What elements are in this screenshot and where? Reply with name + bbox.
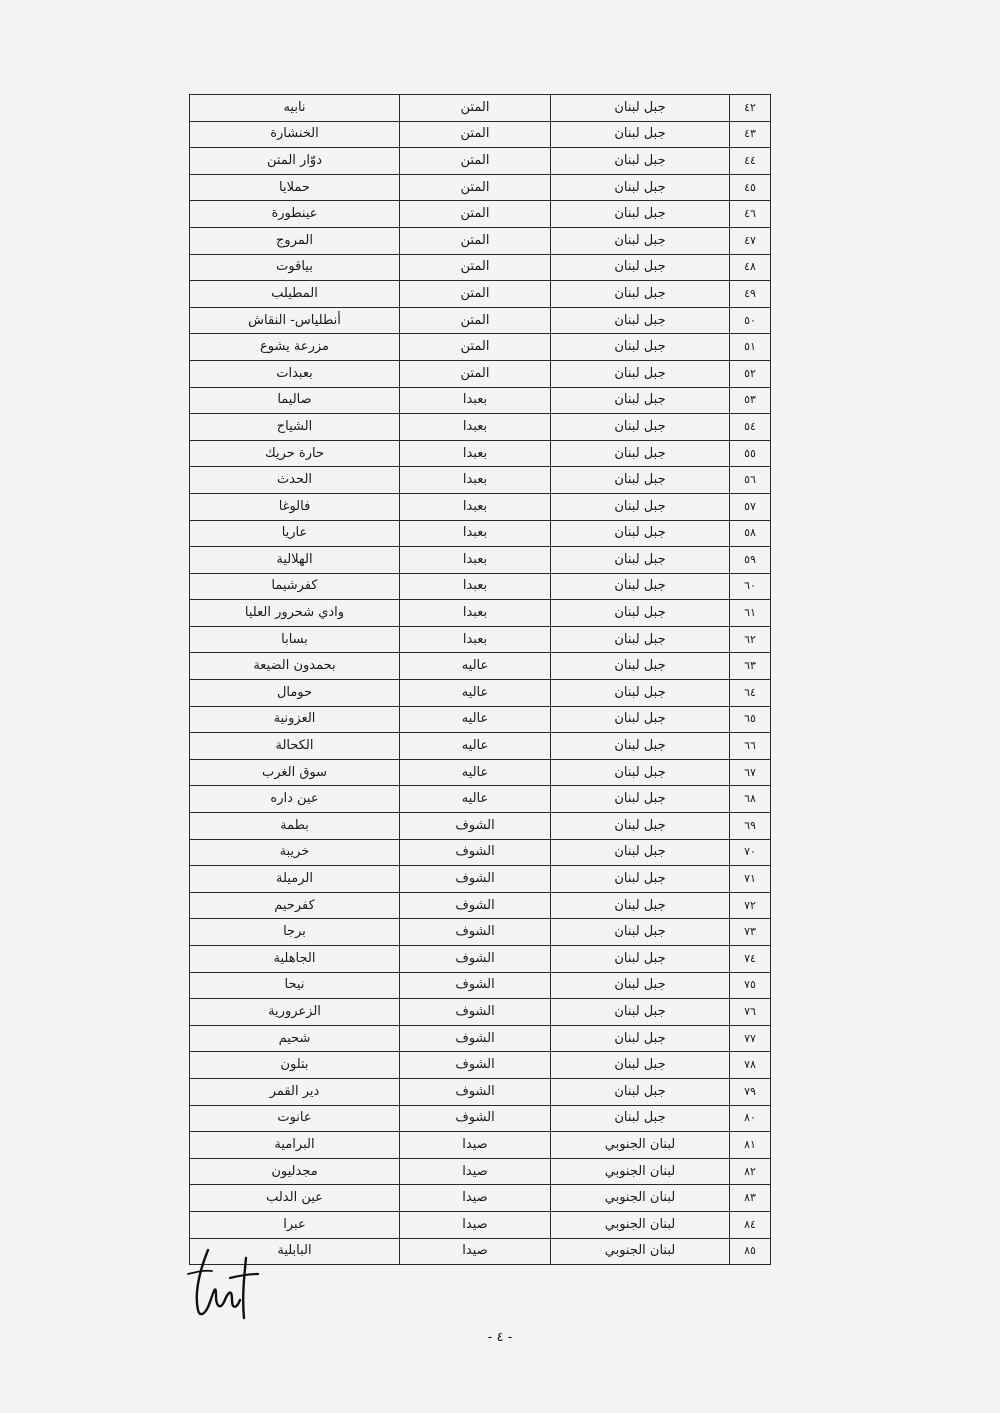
governorate-cell: جبل لبنان bbox=[551, 892, 730, 919]
governorate-cell: جبل لبنان bbox=[551, 440, 730, 467]
district-cell: صيدا bbox=[400, 1211, 551, 1238]
row-number: ٦٦ bbox=[730, 733, 771, 760]
district-cell: بعبدا bbox=[400, 467, 551, 494]
district-cell: الشوف bbox=[400, 946, 551, 973]
town-cell: بتلون bbox=[190, 1052, 400, 1079]
town-cell: خريبة bbox=[190, 839, 400, 866]
district-cell: عاليه bbox=[400, 759, 551, 786]
table-row bbox=[190, 1132, 771, 1159]
row-number: ٨٣ bbox=[730, 1185, 771, 1212]
table-row bbox=[190, 227, 771, 254]
row-number: ٤٩ bbox=[730, 281, 771, 308]
town-cell: عين داره bbox=[190, 786, 400, 813]
governorate-cell: جبل لبنان bbox=[551, 1105, 730, 1132]
row-number: ٦٠ bbox=[730, 573, 771, 600]
table-row bbox=[190, 733, 771, 760]
town-cell: مجدليون bbox=[190, 1158, 400, 1185]
row-number: ٥٣ bbox=[730, 387, 771, 414]
town-cell: الشياح bbox=[190, 414, 400, 441]
table-row bbox=[190, 174, 771, 201]
table-row bbox=[190, 786, 771, 813]
governorate-cell: جبل لبنان bbox=[551, 866, 730, 893]
table-row bbox=[190, 95, 771, 122]
row-number: ٧٠ bbox=[730, 839, 771, 866]
district-cell: المتن bbox=[400, 121, 551, 148]
town-cell: بياقوت bbox=[190, 254, 400, 281]
district-cell: المتن bbox=[400, 148, 551, 175]
row-number: ٧٦ bbox=[730, 999, 771, 1026]
district-cell: المتن bbox=[400, 360, 551, 387]
table-row bbox=[190, 1238, 771, 1265]
table-row bbox=[190, 201, 771, 228]
governorate-cell: جبل لبنان bbox=[551, 414, 730, 441]
governorate-cell: جبل لبنان bbox=[551, 759, 730, 786]
row-number: ٤٦ bbox=[730, 201, 771, 228]
district-cell: الشوف bbox=[400, 866, 551, 893]
governorate-cell: جبل لبنان bbox=[551, 813, 730, 840]
row-number: ٤٥ bbox=[730, 174, 771, 201]
town-cell: الكحالة bbox=[190, 733, 400, 760]
row-number: ٤٣ bbox=[730, 121, 771, 148]
town-cell: صاليما bbox=[190, 387, 400, 414]
governorate-cell: لبنان الجنوبي bbox=[551, 1158, 730, 1185]
district-cell: صيدا bbox=[400, 1238, 551, 1265]
district-cell: بعبدا bbox=[400, 440, 551, 467]
district-cell: بعبدا bbox=[400, 387, 551, 414]
governorate-cell: جبل لبنان bbox=[551, 1025, 730, 1052]
table-row bbox=[190, 759, 771, 786]
district-cell: بعبدا bbox=[400, 600, 551, 627]
row-number: ٥٨ bbox=[730, 520, 771, 547]
table-row bbox=[190, 387, 771, 414]
row-number: ٦٣ bbox=[730, 653, 771, 680]
table-row bbox=[190, 653, 771, 680]
table-row bbox=[190, 600, 771, 627]
district-cell: بعبدا bbox=[400, 520, 551, 547]
row-number: ٨٢ bbox=[730, 1158, 771, 1185]
table-row bbox=[190, 892, 771, 919]
district-cell: المتن bbox=[400, 95, 551, 122]
governorate-cell: جبل لبنان bbox=[551, 706, 730, 733]
governorate-cell: جبل لبنان bbox=[551, 467, 730, 494]
row-number: ٧٢ bbox=[730, 892, 771, 919]
row-number: ٦١ bbox=[730, 600, 771, 627]
table-row bbox=[190, 148, 771, 175]
district-cell: الشوف bbox=[400, 1105, 551, 1132]
town-cell: الزعرورية bbox=[190, 999, 400, 1026]
table-row bbox=[190, 414, 771, 441]
town-cell: دوّار المتن bbox=[190, 148, 400, 175]
table-row bbox=[190, 307, 771, 334]
row-number: ٥٠ bbox=[730, 307, 771, 334]
town-cell: مزرعة يشوع bbox=[190, 334, 400, 361]
district-cell: الشوف bbox=[400, 1078, 551, 1105]
row-number: ٨٠ bbox=[730, 1105, 771, 1132]
row-number: ٤٨ bbox=[730, 254, 771, 281]
town-cell: عين الدلب bbox=[190, 1185, 400, 1212]
row-number: ٧٨ bbox=[730, 1052, 771, 1079]
table-row bbox=[190, 440, 771, 467]
town-cell: الحدث bbox=[190, 467, 400, 494]
district-cell: صيدا bbox=[400, 1132, 551, 1159]
table-row bbox=[190, 813, 771, 840]
row-number: ٨٤ bbox=[730, 1211, 771, 1238]
row-number: ٧٩ bbox=[730, 1078, 771, 1105]
governorate-cell: جبل لبنان bbox=[551, 919, 730, 946]
town-cell: المروج bbox=[190, 227, 400, 254]
town-cell: الجاهلية bbox=[190, 946, 400, 973]
row-number: ٥٥ bbox=[730, 440, 771, 467]
town-cell: دير القمر bbox=[190, 1078, 400, 1105]
town-cell: المطيلب bbox=[190, 281, 400, 308]
district-cell: عاليه bbox=[400, 733, 551, 760]
row-number: ٧٥ bbox=[730, 972, 771, 999]
table-row bbox=[190, 360, 771, 387]
town-cell: حارة حريك bbox=[190, 440, 400, 467]
governorate-cell: جبل لبنان bbox=[551, 520, 730, 547]
town-cell: كفرشيما bbox=[190, 573, 400, 600]
table-row bbox=[190, 547, 771, 574]
district-cell: المتن bbox=[400, 254, 551, 281]
town-cell: البرامية bbox=[190, 1132, 400, 1159]
towns-table bbox=[189, 94, 771, 1265]
governorate-cell: جبل لبنان bbox=[551, 227, 730, 254]
governorate-cell: جبل لبنان bbox=[551, 999, 730, 1026]
governorate-cell: جبل لبنان bbox=[551, 626, 730, 653]
town-cell: عانوت bbox=[190, 1105, 400, 1132]
district-cell: صيدا bbox=[400, 1185, 551, 1212]
table-row bbox=[190, 334, 771, 361]
district-cell: بعبدا bbox=[400, 573, 551, 600]
governorate-cell: جبل لبنان bbox=[551, 334, 730, 361]
governorate-cell: جبل لبنان bbox=[551, 573, 730, 600]
table-row bbox=[190, 972, 771, 999]
row-number: ٨٥ bbox=[730, 1238, 771, 1265]
district-cell: المتن bbox=[400, 227, 551, 254]
governorate-cell: جبل لبنان bbox=[551, 600, 730, 627]
table-row bbox=[190, 706, 771, 733]
table-row bbox=[190, 680, 771, 707]
district-cell: الشوف bbox=[400, 1052, 551, 1079]
district-cell: المتن bbox=[400, 334, 551, 361]
table-row bbox=[190, 999, 771, 1026]
district-cell: الشوف bbox=[400, 999, 551, 1026]
district-cell: الشوف bbox=[400, 892, 551, 919]
district-cell: بعبدا bbox=[400, 414, 551, 441]
governorate-cell: جبل لبنان bbox=[551, 946, 730, 973]
towns-table-body bbox=[190, 95, 771, 1265]
district-cell: الشوف bbox=[400, 919, 551, 946]
governorate-cell: جبل لبنان bbox=[551, 733, 730, 760]
governorate-cell: لبنان الجنوبي bbox=[551, 1132, 730, 1159]
town-cell: حملايا bbox=[190, 174, 400, 201]
table-row bbox=[190, 946, 771, 973]
governorate-cell: جبل لبنان bbox=[551, 254, 730, 281]
town-cell: البابلية bbox=[190, 1238, 400, 1265]
row-number: ٤٢ bbox=[730, 95, 771, 122]
district-cell: الشوف bbox=[400, 813, 551, 840]
governorate-cell: جبل لبنان bbox=[551, 201, 730, 228]
town-cell: حومال bbox=[190, 680, 400, 707]
row-number: ٦٢ bbox=[730, 626, 771, 653]
row-number: ٦٩ bbox=[730, 813, 771, 840]
table-row bbox=[190, 1078, 771, 1105]
row-number: ٨١ bbox=[730, 1132, 771, 1159]
town-cell: عينطورة bbox=[190, 201, 400, 228]
row-number: ٥٦ bbox=[730, 467, 771, 494]
row-number: ٧٤ bbox=[730, 946, 771, 973]
governorate-cell: جبل لبنان bbox=[551, 547, 730, 574]
table-row bbox=[190, 1052, 771, 1079]
district-cell: الشوف bbox=[400, 839, 551, 866]
district-cell: بعبدا bbox=[400, 547, 551, 574]
district-cell: المتن bbox=[400, 307, 551, 334]
governorate-cell: جبل لبنان bbox=[551, 174, 730, 201]
governorate-cell: لبنان الجنوبي bbox=[551, 1185, 730, 1212]
row-number: ٥٧ bbox=[730, 493, 771, 520]
row-number: ٤٤ bbox=[730, 148, 771, 175]
row-number: ٦٨ bbox=[730, 786, 771, 813]
governorate-cell: جبل لبنان bbox=[551, 95, 730, 122]
town-cell: وادي شحرور العليا bbox=[190, 600, 400, 627]
town-cell: شحيم bbox=[190, 1025, 400, 1052]
district-cell: المتن bbox=[400, 201, 551, 228]
row-number: ٧٧ bbox=[730, 1025, 771, 1052]
table-row bbox=[190, 919, 771, 946]
row-number: ٦٧ bbox=[730, 759, 771, 786]
town-cell: عاريا bbox=[190, 520, 400, 547]
table-row bbox=[190, 1025, 771, 1052]
district-cell: الشوف bbox=[400, 1025, 551, 1052]
district-cell: عاليه bbox=[400, 706, 551, 733]
row-number: ٥٩ bbox=[730, 547, 771, 574]
page-number: - ٤ - bbox=[487, 1330, 513, 1345]
governorate-cell: جبل لبنان bbox=[551, 148, 730, 175]
town-cell: بسابا bbox=[190, 626, 400, 653]
row-number: ٦٥ bbox=[730, 706, 771, 733]
town-cell: عبرا bbox=[190, 1211, 400, 1238]
governorate-cell: جبل لبنان bbox=[551, 680, 730, 707]
governorate-cell: جبل لبنان bbox=[551, 281, 730, 308]
governorate-cell: جبل لبنان bbox=[551, 307, 730, 334]
governorate-cell: جبل لبنان bbox=[551, 493, 730, 520]
district-cell: الشوف bbox=[400, 972, 551, 999]
district-cell: المتن bbox=[400, 174, 551, 201]
table-row bbox=[190, 573, 771, 600]
town-cell: نيحا bbox=[190, 972, 400, 999]
table-row bbox=[190, 1105, 771, 1132]
governorate-cell: جبل لبنان bbox=[551, 121, 730, 148]
governorate-cell: لبنان الجنوبي bbox=[551, 1211, 730, 1238]
town-cell: نابيه bbox=[190, 95, 400, 122]
table-row bbox=[190, 1185, 771, 1212]
governorate-cell: جبل لبنان bbox=[551, 360, 730, 387]
table-row bbox=[190, 520, 771, 547]
district-cell: المتن bbox=[400, 281, 551, 308]
town-cell: العزونية bbox=[190, 706, 400, 733]
row-number: ٤٧ bbox=[730, 227, 771, 254]
row-number: ٥٤ bbox=[730, 414, 771, 441]
town-cell: بطمة bbox=[190, 813, 400, 840]
governorate-cell: جبل لبنان bbox=[551, 387, 730, 414]
table-row bbox=[190, 254, 771, 281]
district-cell: بعبدا bbox=[400, 626, 551, 653]
town-cell: بعبدات bbox=[190, 360, 400, 387]
governorate-cell: جبل لبنان bbox=[551, 972, 730, 999]
town-cell: برجا bbox=[190, 919, 400, 946]
table-row bbox=[190, 626, 771, 653]
town-cell: كفرحيم bbox=[190, 892, 400, 919]
governorate-cell: جبل لبنان bbox=[551, 839, 730, 866]
town-cell: الهلالية bbox=[190, 547, 400, 574]
governorate-cell: لبنان الجنوبي bbox=[551, 1238, 730, 1265]
district-cell: عاليه bbox=[400, 786, 551, 813]
town-cell: فالوغا bbox=[190, 493, 400, 520]
governorate-cell: جبل لبنان bbox=[551, 786, 730, 813]
district-cell: بعبدا bbox=[400, 493, 551, 520]
row-number: ٦٤ bbox=[730, 680, 771, 707]
town-cell: الرميلة bbox=[190, 866, 400, 893]
table-row bbox=[190, 1211, 771, 1238]
governorate-cell: جبل لبنان bbox=[551, 653, 730, 680]
district-cell: صيدا bbox=[400, 1158, 551, 1185]
row-number: ٥٢ bbox=[730, 360, 771, 387]
governorate-cell: جبل لبنان bbox=[551, 1052, 730, 1079]
row-number: ٧١ bbox=[730, 866, 771, 893]
governorate-cell: جبل لبنان bbox=[551, 1078, 730, 1105]
table-row bbox=[190, 467, 771, 494]
table-row bbox=[190, 866, 771, 893]
town-cell: أنطلياس- النقاش bbox=[190, 307, 400, 334]
row-number: ٧٣ bbox=[730, 919, 771, 946]
town-cell: بحمدون الضيعة bbox=[190, 653, 400, 680]
table-row bbox=[190, 493, 771, 520]
row-number: ٥١ bbox=[730, 334, 771, 361]
town-cell: الخنشارة bbox=[190, 121, 400, 148]
district-cell: عاليه bbox=[400, 653, 551, 680]
handwritten-signature bbox=[186, 1244, 266, 1322]
town-cell: سوق الغرب bbox=[190, 759, 400, 786]
district-cell: عاليه bbox=[400, 680, 551, 707]
table-row bbox=[190, 1158, 771, 1185]
table-row bbox=[190, 121, 771, 148]
table-row bbox=[190, 839, 771, 866]
table-row bbox=[190, 281, 771, 308]
